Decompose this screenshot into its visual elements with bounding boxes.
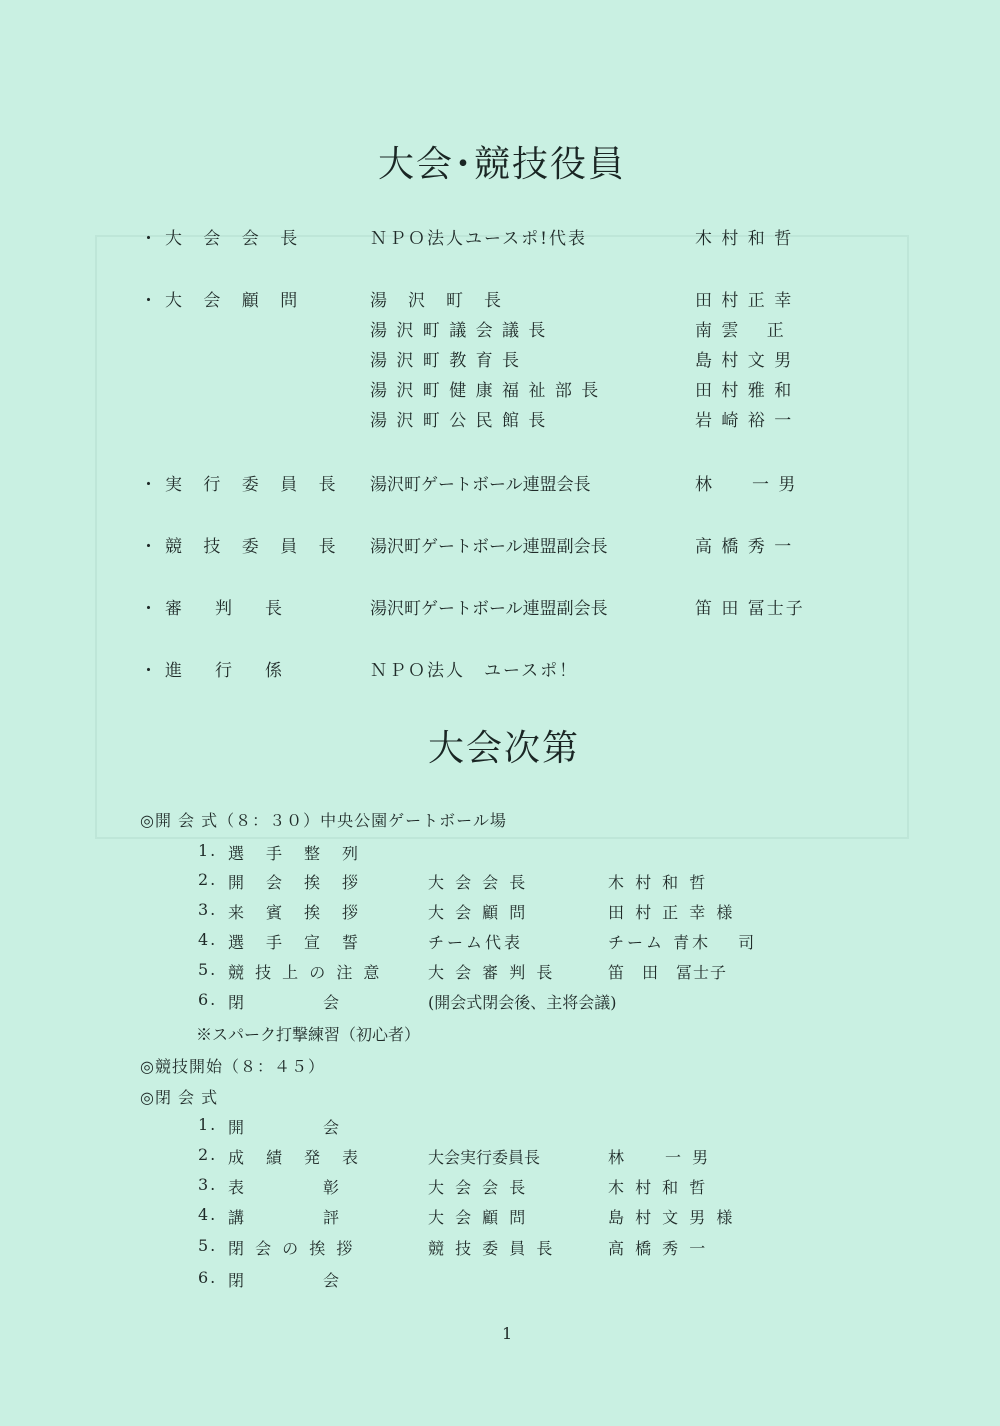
item-person: 島 村 文 男 様 <box>608 1208 736 1227</box>
item-person: 木 村 和 哲 <box>608 873 709 892</box>
item-label: 成 績 発 表 <box>228 1148 362 1167</box>
item-label: 閉 会 <box>228 993 343 1012</box>
item-person: 田 村 正 幸 様 <box>608 903 736 922</box>
item-number: 5. <box>198 960 218 979</box>
item-number: 2. <box>198 1145 218 1164</box>
official-row-executive-chair <box>0 470 1000 500</box>
official-desc: 湯 沢 町 長 <box>370 291 503 311</box>
item-role: 競 技 委 員 長 <box>428 1239 556 1258</box>
program-item <box>0 900 1000 928</box>
official-desc: 湯沢町ゲートボール連盟副会長 <box>370 599 608 619</box>
item-label: 選 手 宣 誓 <box>228 933 362 952</box>
official-desc: 湯沢町ゲートボール連盟副会長 <box>370 537 608 557</box>
official-row-president <box>0 224 1000 254</box>
official-role: ・審 判 長 <box>140 599 290 619</box>
program-item <box>0 1205 1000 1233</box>
item-label: 閉 会 の 挨 拶 <box>228 1239 356 1258</box>
page-number: 1 <box>502 1324 513 1343</box>
program-item <box>0 841 1000 869</box>
item-number: 4. <box>198 1205 218 1224</box>
official-role: ・進 行 係 <box>140 661 290 681</box>
official-row-facilitator <box>0 656 1000 686</box>
item-person: 木 村 和 哲 <box>608 1178 709 1197</box>
program-item <box>0 1175 1000 1203</box>
official-role: ・実 行 委 員 長 <box>140 475 344 495</box>
official-row-advisor-2 <box>0 316 1000 346</box>
item-person: 林 一 男 <box>608 1148 712 1167</box>
item-label: 競 技 上 の 注 意 <box>228 963 383 982</box>
official-desc: ＮＰＯ法人ユースポ!代表 <box>370 229 587 249</box>
official-name: 田 村 正 幸 <box>695 291 794 311</box>
item-label: 表 彰 <box>228 1178 343 1197</box>
official-row-advisor-4 <box>0 376 1000 406</box>
item-number: 1. <box>198 1115 218 1134</box>
official-name: 田 村 雅 和 <box>695 381 794 401</box>
item-role: 大 会 審 判 長 <box>428 963 556 982</box>
opening-heading: ◎開 会 式（８：３０）中央公園ゲートボール場 <box>140 811 507 830</box>
official-name: 南 雲 正 <box>695 321 786 341</box>
item-person: 笛 田 冨士子 <box>608 963 728 982</box>
item-number: 1. <box>198 841 218 860</box>
official-name: 林 一 男 <box>695 475 798 495</box>
spark-practice-note: ※スパーク打撃練習（初心者） <box>196 1025 421 1044</box>
item-number: 4. <box>198 930 218 949</box>
item-role: 大 会 顧 問 <box>428 1208 529 1227</box>
item-label: 閉 会 <box>228 1271 343 1290</box>
item-number: 3. <box>198 1175 218 1194</box>
item-role: チーム代表 <box>428 933 524 952</box>
item-person: 高 橋 秀 一 <box>608 1239 709 1258</box>
item-number: 6. <box>198 1268 218 1287</box>
item-number: 3. <box>198 900 218 919</box>
item-role: 大 会 顧 問 <box>428 903 529 922</box>
official-role: ・大 会 顧 問 <box>140 291 306 311</box>
item-label: 選 手 整 列 <box>228 844 362 863</box>
item-label: 開 会 <box>228 1118 343 1137</box>
program-item <box>0 1115 1000 1143</box>
official-desc: 湯 沢 町 健 康 福 祉 部 長 <box>370 381 601 401</box>
program-item <box>0 990 1000 1018</box>
official-desc: 湯 沢 町 公 民 館 長 <box>370 411 548 431</box>
program-item <box>0 870 1000 898</box>
official-row-advisor <box>0 286 1000 316</box>
start-heading: ◎競技開始（８：４５） <box>140 1057 325 1076</box>
program-item <box>0 930 1000 958</box>
official-desc: 湯沢町ゲートボール連盟会長 <box>370 475 591 495</box>
official-desc: 湯 沢 町 教 育 長 <box>370 351 522 371</box>
official-name: 岩 崎 裕 一 <box>695 411 794 431</box>
item-number: 5. <box>198 1236 218 1255</box>
program-item <box>0 1268 1000 1296</box>
official-role: ・大 会 会 長 <box>140 229 306 249</box>
official-name: 高 橋 秀 一 <box>695 537 794 557</box>
item-role: 大会実行委員長 <box>428 1148 541 1167</box>
item-label: 来 賓 挨 拶 <box>228 903 362 922</box>
official-row-advisor-3 <box>0 346 1000 376</box>
item-label: 講 評 <box>228 1208 343 1227</box>
closing-heading: ◎閉 会 式 <box>140 1088 219 1107</box>
item-role: 大 会 会 長 <box>428 1178 529 1197</box>
official-row-competition-chair <box>0 532 1000 562</box>
officials-title: 大会･競技役員 <box>378 144 627 185</box>
official-name: 木 村 和 哲 <box>695 229 794 249</box>
program-item <box>0 1145 1000 1173</box>
item-number: 2. <box>198 870 218 889</box>
official-row-advisor-5 <box>0 406 1000 436</box>
official-role: ・競 技 委 員 長 <box>140 537 344 557</box>
program-title: 大会次第 <box>428 728 581 769</box>
official-desc: ＮＰＯ法人 ユースポ！ <box>370 661 579 681</box>
official-name: 笛 田 冨士子 <box>695 599 805 619</box>
official-desc: 湯 沢 町 議 会 議 長 <box>370 321 548 341</box>
item-person: チーム 青木 司 <box>608 933 758 952</box>
item-role: 大 会 会 長 <box>428 873 529 892</box>
program-item <box>0 1236 1000 1264</box>
official-name: 島 村 文 男 <box>695 351 794 371</box>
program-item <box>0 960 1000 988</box>
item-number: 6. <box>198 990 218 1009</box>
item-note: (開会式閉会後、主将会議) <box>428 993 617 1012</box>
official-row-chief-referee <box>0 594 1000 624</box>
item-label: 開 会 挨 拶 <box>228 873 362 892</box>
